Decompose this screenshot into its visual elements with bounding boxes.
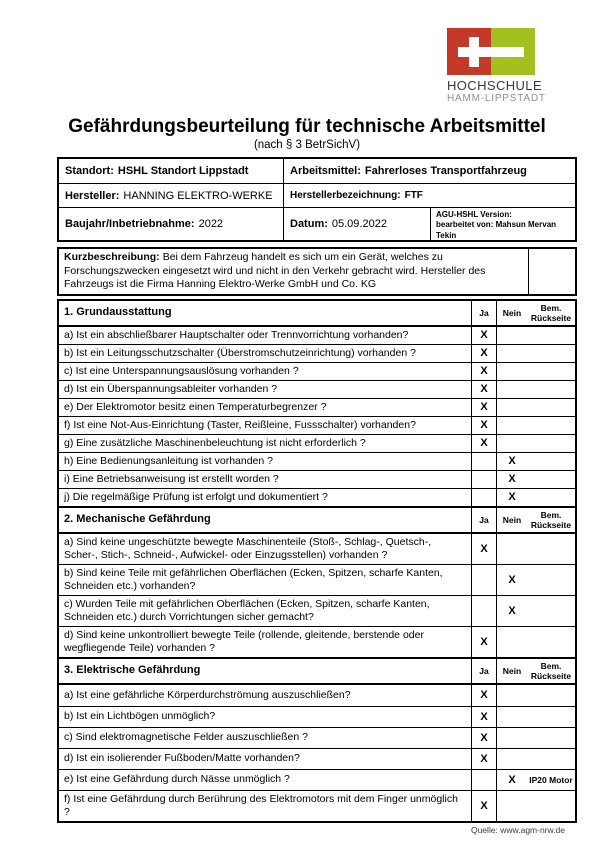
answer-nein-bem-cell [497, 596, 575, 626]
question-row [59, 398, 575, 416]
answer-bem-cell [527, 453, 575, 470]
answer-ja-cell [471, 471, 497, 488]
baujahr-label: Baujahr/Inbetriebnahme: [65, 218, 195, 230]
question-text: j) Die regelmäßige Prüfung ist erfolgt und dokumentiert ? [64, 490, 328, 503]
column-header-ja: Ja [471, 508, 497, 532]
answer-nein-bem-cell [497, 435, 575, 452]
answer-nein-cell: X [508, 773, 516, 786]
answer-nein-bem-cell [497, 707, 575, 727]
herstellerbezeichnung-label: Herstellerbezeichnung: [290, 190, 401, 201]
question-text: c) Ist eine Unterspannungsauslösung vorhanden ? [64, 364, 299, 377]
answer-nein-cell: X [508, 473, 516, 485]
question-text: d) Sind keine unkontrolliert bewegte Teile (rollende, gleitende, berstende oder wegfliegende Teile) vorhanden ? [64, 628, 424, 654]
answer-bem-cell [527, 345, 575, 362]
question-row [59, 685, 575, 706]
hersteller-label: Hersteller: [65, 189, 120, 202]
answer-nein-bem-cell [497, 363, 575, 380]
answer-bem-cell: IP20 Motor [529, 774, 573, 785]
answer-ja-cell: X [471, 363, 497, 380]
answer-ja-cell: X [471, 399, 497, 416]
question-row [59, 434, 575, 452]
answer-nein-bem-cell [497, 381, 575, 398]
answer-bem-cell [527, 417, 575, 434]
logo-cross-horizontal [458, 47, 524, 57]
page-subtitle: (nach § 3 BetrSichV) [253, 139, 361, 151]
logo-text-line2: HAMM-LIPPSTADT [447, 93, 546, 104]
agu-version-cell [430, 208, 575, 240]
answer-nein-bem-cell [497, 327, 575, 344]
column-header-bem [527, 301, 575, 325]
bem-label-line1: Bem. [540, 509, 562, 520]
answer-nein-cell [497, 345, 527, 362]
question-row [59, 488, 575, 506]
answer-nein-cell: X [508, 573, 516, 586]
answer-ja-cell: X [471, 435, 497, 452]
column-header-nein: Nein [502, 514, 522, 525]
bem-label-line2: Rückseite [530, 670, 572, 681]
answer-ja-cell: X [471, 627, 497, 657]
kurzbeschreibung-empty-cell [528, 249, 575, 294]
hshl-logo-icon [447, 28, 535, 75]
answer-nein-bem-cell [497, 685, 575, 706]
standort-cell [59, 159, 283, 183]
herstellerbezeichnung-cell [283, 184, 575, 207]
answer-nein-bem-cell [497, 770, 575, 790]
section-title: 2. Mechanische Gefährdung [64, 513, 211, 525]
question-row [59, 534, 575, 564]
section-rows [59, 327, 575, 506]
question-row [59, 470, 575, 488]
answer-bem-cell [527, 596, 575, 626]
answer-nein-cell: X [508, 455, 516, 467]
kurzbeschreibung-box [57, 247, 577, 296]
info-row-1 [59, 159, 575, 183]
question-row [59, 362, 575, 380]
hshl-logo [447, 28, 557, 104]
question-row [59, 564, 575, 595]
question-row [59, 626, 575, 657]
answer-nein-cell [497, 728, 527, 748]
answer-ja-cell [471, 489, 497, 506]
question-row [59, 595, 575, 626]
source-note: Quelle: www.agm-nrw.de [470, 824, 565, 835]
question-text: a) Ist eine gefährliche Körperdurchströmung auszuschließen? [64, 688, 351, 701]
answer-ja-cell: X [471, 381, 497, 398]
column-header-nein-bem [497, 508, 575, 532]
question-text: e) Der Elektromotor besitz einen Temperaturbegrenzer ? [64, 400, 327, 413]
answer-ja-cell: X [471, 707, 497, 727]
question-row [59, 327, 575, 344]
column-header-nein: Nein [502, 307, 522, 318]
standort-value: HSHL Standort Lippstadt [117, 165, 249, 177]
answer-bem-cell [527, 327, 575, 344]
kurzbeschreibung-text: Bei dem Fahrzeug handelt es sich um ein Gerät, welches zu Forschungszwecken eingesetzt wird und nicht in den Verkehr gebracht wird. Hersteller des Fahrzeugs ist die Firma Hanning Elektro-Werke GmbH und Co. KG [64, 251, 486, 290]
arbeitsmittel-value: Fahrerloses Transportfahrzeug [364, 165, 527, 177]
answer-ja-cell: X [471, 685, 497, 706]
section-header-row [59, 301, 575, 327]
info-row-3 [59, 207, 575, 240]
section-grundausstattung [59, 301, 575, 506]
question-text: i) Eine Betriebsanweisung ist erstellt worden ? [64, 472, 279, 485]
answer-bem-cell [527, 381, 575, 398]
hersteller-value: HANNING ELEKTRO-WERKE [123, 189, 273, 202]
bem-label-line1: Bem. [540, 660, 562, 671]
question-text: d) Ist ein Überspannungsableiter vorhanden ? [64, 382, 278, 395]
section-mechanische-gefaehrdung [59, 506, 575, 657]
answer-ja-cell: X [471, 534, 497, 564]
answer-bem-cell [527, 489, 575, 506]
answer-bem-cell [527, 363, 575, 380]
section-header-row [59, 506, 575, 534]
column-header-ja: Ja [471, 659, 497, 683]
answer-bem-cell [527, 534, 575, 564]
section-elektrische-gefaehrdung [59, 657, 575, 821]
page-title: Gefährdungsbeurteilung für technische Arbeitsmittel [68, 116, 546, 137]
answer-bem-cell [527, 791, 575, 821]
info-row-2 [59, 183, 575, 207]
answer-bem-cell [527, 685, 575, 706]
question-text: a) Ist ein abschließbarer Hauptschalter oder Trennvorrichtung vorhanden? [64, 328, 409, 341]
question-row [59, 748, 575, 769]
answer-nein-cell [497, 363, 527, 380]
kurzbeschreibung-text-cell [59, 249, 528, 294]
answer-nein-cell [497, 417, 527, 434]
answer-ja-cell: X [471, 327, 497, 344]
answer-nein-bem-cell [497, 345, 575, 362]
answer-nein-cell [497, 749, 527, 769]
answer-nein-cell [497, 435, 527, 452]
answer-nein-cell [497, 627, 527, 657]
question-text: c) Sind elektromagnetische Felder auszuschließen ? [64, 731, 308, 743]
arbeitsmittel-cell [283, 159, 575, 183]
question-text: f) Ist eine Gefährdung durch Berührung des Elektromotors mit dem Finger unmöglich ? [64, 792, 458, 818]
question-row [59, 380, 575, 398]
section-title: 1. Grundausstattung [64, 306, 172, 318]
question-row [59, 769, 575, 790]
question-text: b) Ist ein Lichtbögen unmöglich? [64, 710, 216, 722]
answer-nein-bem-cell [497, 565, 575, 595]
answer-nein-cell: X [508, 491, 516, 503]
question-text: h) Eine Bedienungsanleitung ist vorhanden ? [64, 454, 273, 467]
answer-nein-cell [497, 534, 527, 564]
section-title: 3. Elektrische Gefährdung [64, 664, 201, 676]
logo-text-line1: HOCHSCHULE [447, 78, 543, 93]
info-table [57, 157, 577, 242]
answer-bem-cell [527, 435, 575, 452]
answer-nein-bem-cell [497, 534, 575, 564]
answer-bem-cell [527, 749, 575, 769]
answer-ja-cell: X [471, 417, 497, 434]
herstellerbezeichnung-value: FTF [404, 190, 423, 201]
baujahr-cell [59, 208, 283, 240]
answer-bem-cell [527, 565, 575, 595]
answer-nein-bem-cell [497, 471, 575, 488]
answer-ja-cell: X [471, 791, 497, 821]
question-row [59, 344, 575, 362]
answer-nein-cell [497, 707, 527, 727]
answer-ja-cell [471, 453, 497, 470]
answer-nein-bem-cell [497, 453, 575, 470]
answer-nein-bem-cell [497, 417, 575, 434]
answer-ja-cell [471, 770, 497, 790]
question-row [59, 452, 575, 470]
answer-nein-bem-cell [497, 399, 575, 416]
answer-bem-cell [527, 471, 575, 488]
datum-label: Datum: [290, 218, 328, 230]
question-text: c) Wurden Teile mit gefährlichen Oberflächen (Ecken, Spitzen, scharfe Kanten, Schneiden etc.) durch Vorrichtungen sicher gemacht? [64, 597, 430, 623]
answer-nein-cell [497, 399, 527, 416]
question-text: f) Ist eine Not-Aus-Einrichtung (Taster, Reißleine, Fussschalter) vorhanden? [64, 418, 416, 431]
answer-ja-cell: X [471, 749, 497, 769]
datum-cell [283, 208, 430, 240]
section-rows [59, 534, 575, 657]
answer-ja-cell [471, 596, 497, 626]
question-row [59, 790, 575, 821]
answer-nein-cell [497, 381, 527, 398]
answer-nein-bem-cell [497, 627, 575, 657]
answer-nein-bem-cell [497, 728, 575, 748]
question-text: e) Ist eine Gefährdung durch Nässe unmöglich ? [64, 773, 290, 785]
answer-nein-bem-cell [497, 791, 575, 821]
agu-version-label: AGU-HSHL Version: [436, 210, 512, 219]
answer-ja-cell: X [471, 345, 497, 362]
column-header-nein-bem [497, 301, 575, 325]
bem-label-line1: Bem. [540, 302, 562, 313]
answer-nein-cell [497, 327, 527, 344]
assessment-table [57, 299, 577, 823]
question-row [59, 727, 575, 748]
baujahr-value: 2022 [198, 218, 224, 230]
question-row [59, 416, 575, 434]
answer-bem-cell [527, 707, 575, 727]
datum-value: 05.09.2022 [331, 218, 387, 230]
section-rows [59, 685, 575, 821]
answer-nein-cell [497, 791, 527, 821]
section-header-row [59, 657, 575, 685]
hersteller-cell [59, 184, 283, 207]
answer-nein-bem-cell [497, 749, 575, 769]
answer-ja-cell [471, 565, 497, 595]
question-text: b) Ist ein Leitungsschutzschalter (Überstromschutzeinrichtung) vorhanden ? [64, 346, 416, 359]
column-header-bem [527, 659, 575, 683]
bem-label-line2: Rückseite [530, 312, 572, 323]
answer-bem-cell [527, 399, 575, 416]
standort-label: Standort: [65, 165, 114, 177]
arbeitsmittel-label: Arbeitsmittel: [290, 165, 361, 177]
column-header-nein: Nein [502, 665, 522, 676]
question-text: d) Ist ein isolierender Fußboden/Matte vorhanden? [64, 752, 300, 764]
question-text: a) Sind keine ungeschützte bewegte Maschinenteile (Stoß-, Schlag-, Quetsch-, Scher-, Stich-, Schneid-, Aufwickel- oder Einzugsstellen) vorhanden ? [64, 535, 432, 561]
column-header-bem [527, 508, 575, 532]
kurzbeschreibung-label: Kurzbeschreibung: [64, 251, 160, 263]
answer-nein-cell: X [508, 604, 516, 617]
question-text: g) Eine zusätzliche Maschinenbeleuchtung ist nicht erforderlich ? [64, 436, 366, 449]
answer-ja-cell: X [471, 728, 497, 748]
question-row [59, 706, 575, 727]
agu-bearbeitet-von: bearbeitet von: Mahsun Mervan Tekin [436, 220, 557, 240]
content-column [57, 157, 577, 835]
column-header-ja: Ja [471, 301, 497, 325]
answer-bem-cell [527, 728, 575, 748]
answer-bem-cell [527, 627, 575, 657]
question-text: b) Sind keine Teile mit gefährlichen Oberflächen (Ecken, Spitzen, scharfe Kanten, Schneiden etc.) vorhanden? [64, 566, 443, 592]
answer-nein-bem-cell [497, 489, 575, 506]
answer-nein-cell [497, 685, 527, 706]
logo-cross-vertical [469, 37, 479, 67]
bem-label-line2: Rückseite [530, 519, 572, 530]
column-header-nein-bem [497, 659, 575, 683]
